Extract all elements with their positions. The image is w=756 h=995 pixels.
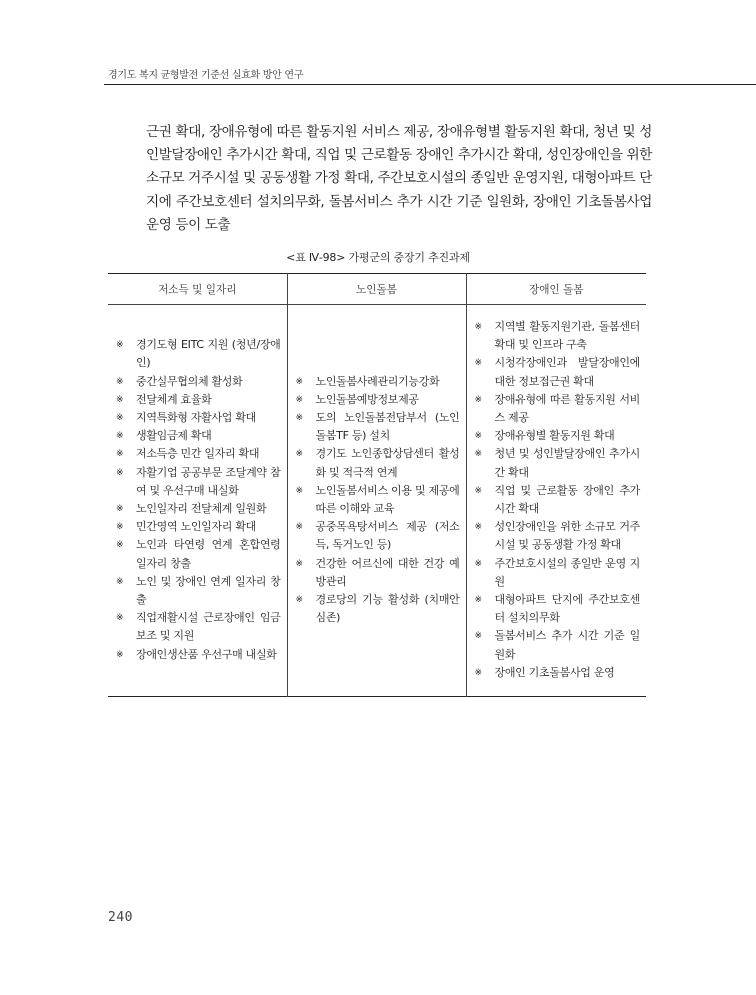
- reference-mark-icon: ※: [116, 467, 123, 478]
- reference-mark-icon: ※: [116, 340, 123, 351]
- reference-mark-icon: ※: [474, 358, 482, 369]
- column-header-elderly-care: 노인돌봄: [287, 274, 466, 305]
- list-item: [473, 318, 641, 354]
- reference-mark-icon: ※: [116, 431, 123, 442]
- reference-mark-icon: ※: [116, 540, 123, 551]
- list-item-text: 장애인 기초돌봄사업 운영: [494, 665, 615, 679]
- list-item: [294, 409, 460, 445]
- reference-mark-icon: ※: [295, 394, 303, 405]
- reference-mark-icon: ※: [295, 558, 303, 569]
- list-item-text: 직업재활시설 근로장애인 임금보조 및 지원: [136, 611, 281, 643]
- list-item-text: 건강한 어르신에 대한 건강 예방관리: [315, 556, 460, 588]
- list-item-text: 생활임금제 확대: [136, 429, 212, 443]
- reference-mark-icon: ※: [116, 649, 123, 660]
- list-item-text: 지역별 활동지원기관, 돌봄센터 확대 및 인프라 구축: [494, 320, 640, 352]
- list-item: [473, 482, 641, 518]
- initiatives-table: [108, 273, 646, 697]
- list-disability-care: [473, 318, 641, 682]
- list-item-text: 장애유형별 활동지원 확대: [494, 429, 615, 443]
- reference-mark-icon: ※: [295, 376, 303, 387]
- list-item-text: 경기도형 EITC 지원 (청년/장애인): [136, 338, 281, 370]
- table-body-row: [108, 305, 646, 697]
- list-item: [473, 555, 641, 591]
- reference-mark-icon: ※: [474, 485, 482, 496]
- list-low-income-jobs: [114, 336, 281, 664]
- list-item-text: 민간영역 노인일자리 확대: [136, 520, 256, 534]
- running-header: 경기도 복지 균형발전 기준선 실효화 방안 연구: [108, 70, 304, 81]
- reference-mark-icon: ※: [116, 449, 123, 460]
- list-item: [294, 445, 460, 481]
- reference-mark-icon: ※: [295, 413, 303, 424]
- list-item-text: 자활기업 공공부문 조달계약 참여 및 우선구매 내실화: [136, 465, 281, 497]
- list-item-text: 노인일자리 전달체계 일원화: [136, 502, 267, 516]
- list-item-text: 장애인생산품 우선구매 내실화: [136, 647, 277, 661]
- list-item: [114, 573, 281, 609]
- reference-mark-icon: ※: [474, 667, 482, 678]
- table-header-row: [108, 274, 646, 305]
- list-item-text: 직업 및 근로활동 장애인 추가시간 확대: [494, 483, 640, 516]
- list-item: [114, 536, 281, 572]
- list-item-text: 저소득층 민간 일자리 확대: [136, 447, 260, 461]
- list-item-text: 공중목욕탕서비스 제공 (저소득, 독거노인 등): [315, 520, 460, 552]
- list-elderly-care: [294, 373, 460, 628]
- list-item: [114, 609, 281, 645]
- list-item: [114, 391, 281, 409]
- list-item: [294, 391, 460, 409]
- list-item: [114, 646, 281, 664]
- initiatives-table-container: [108, 273, 646, 697]
- list-item: [114, 518, 281, 536]
- list-item: [473, 627, 641, 663]
- table-caption: <표 Ⅳ-98> 가평군의 중장기 추진과제: [286, 251, 470, 264]
- list-item: [294, 482, 460, 518]
- list-item-text: 경기도 노인종합상담센터 활성화 및 적극적 연계: [315, 447, 460, 479]
- list-item-text: 노인과 타연령 연계 혼합연령 일자리 창출: [136, 538, 281, 570]
- cell-low-income-jobs: [108, 305, 287, 697]
- list-item: [114, 336, 281, 372]
- cell-disability-care: [466, 305, 646, 697]
- reference-mark-icon: ※: [474, 631, 482, 642]
- list-item: [473, 664, 641, 682]
- list-item: [114, 409, 281, 427]
- list-item-text: 경로당의 기능 활성화 (치매안심존): [315, 593, 460, 625]
- list-item: [294, 591, 460, 627]
- reference-mark-icon: ※: [474, 431, 482, 442]
- reference-mark-icon: ※: [116, 504, 123, 515]
- reference-mark-icon: ※: [116, 394, 123, 405]
- list-item-text: 중간실무협의체 활성화: [136, 374, 243, 388]
- body-paragraph: 근권 확대, 장애유형에 따른 활동지원 서비스 제공, 장애유형별 활동지원 확대, 청년 및 성인발달장애인 추가시간 확대, 직업 및 근로활동 장애인 추가시간 확대, 성인장애인을 위한 소규모 거주시설 및 공동생활 가정 확대, 주간보호시설의 종일반 운영지원, 대형아파트 단지에 주간보호센터 설치의무화, 돌봄서비스 추가 시간 기준 일원화, 장애인 기초돌봄사업 운영 등이 도출: [146, 124, 652, 233]
- reference-mark-icon: ※: [116, 413, 123, 424]
- list-item-text: 노인 및 장애인 연계 일자리 창출: [136, 574, 281, 607]
- list-item-text: 주간보호시설의 종일반 운영 지원: [494, 556, 640, 588]
- list-item-text: 노인돌봄예방정보제공: [315, 392, 419, 406]
- reference-mark-icon: ※: [295, 449, 303, 460]
- reference-mark-icon: ※: [295, 485, 303, 496]
- list-item: [114, 373, 281, 391]
- list-item: [473, 391, 641, 427]
- list-item: [294, 555, 460, 591]
- list-item-text: 지역특화형 자활사업 확대: [136, 411, 256, 425]
- column-header-disability-care: 장애인 돌봄: [466, 274, 646, 305]
- list-item-text: 노인돌봄사례관리기능강화: [315, 374, 440, 388]
- list-item: [114, 445, 281, 463]
- reference-mark-icon: ※: [474, 394, 482, 405]
- list-item-text: 도의 노인돌봄전담부서 (노인돌봄TF 등) 설치: [315, 411, 460, 443]
- list-item: [473, 518, 641, 554]
- reference-mark-icon: ※: [116, 522, 123, 533]
- reference-mark-icon: ※: [474, 322, 482, 332]
- reference-mark-icon: ※: [116, 613, 123, 624]
- reference-mark-icon: ※: [295, 522, 303, 533]
- list-item-text: 전달체계 효율화: [136, 392, 212, 406]
- reference-mark-icon: ※: [116, 576, 123, 587]
- list-item: [114, 500, 281, 518]
- list-item: [114, 427, 281, 445]
- header-divider: [104, 84, 756, 85]
- list-item: [473, 354, 641, 390]
- reference-mark-icon: ※: [474, 449, 482, 460]
- reference-mark-icon: ※: [295, 595, 303, 606]
- list-item: [294, 373, 460, 391]
- reference-mark-icon: ※: [116, 376, 123, 387]
- page-number: 240: [108, 910, 133, 925]
- cell-elderly-care: [287, 305, 466, 697]
- list-item-text: 대형아파트 단지에 주간보호센터 설치의무화: [494, 593, 640, 625]
- list-item-text: 돌봄서비스 추가 시간 기준 일원화: [494, 629, 640, 661]
- list-item-text: 청년 및 성인발달장애인 추가시간 확대: [494, 447, 640, 479]
- column-header-low-income-jobs: 저소득 및 일자리: [108, 274, 287, 305]
- reference-mark-icon: ※: [474, 558, 482, 569]
- list-item-text: 장애유형에 따른 활동지원 서비스 제공: [494, 392, 640, 425]
- list-item: [473, 445, 641, 481]
- list-item: [294, 518, 460, 554]
- list-item-text: 시청각장애인과 발달장애인에 대한 정보접근권 확대: [494, 356, 640, 388]
- list-item-text: 노인돌봄서비스 이용 및 제공에 따른 이해와 교육: [315, 483, 460, 516]
- list-item-text: 성인장애인을 위한 소규모 거주시설 및 공동생활 가정 확대: [494, 520, 640, 552]
- list-item: [473, 591, 641, 627]
- list-item: [473, 427, 641, 445]
- reference-mark-icon: ※: [474, 595, 482, 606]
- list-item: [114, 464, 281, 500]
- reference-mark-icon: ※: [474, 522, 482, 533]
